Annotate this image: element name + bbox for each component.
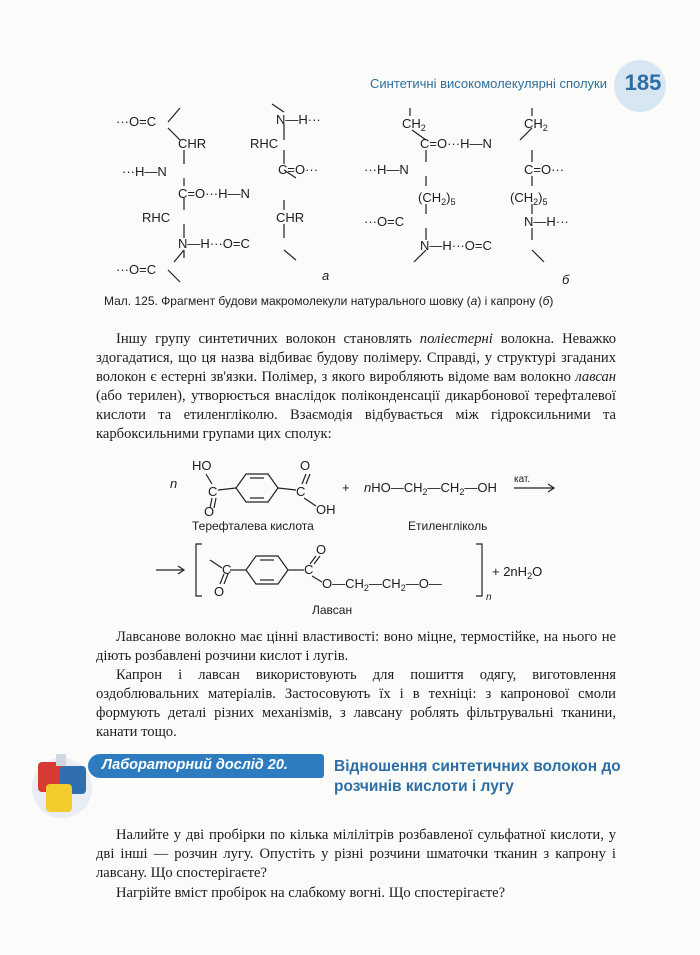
acid-c-right: C — [296, 484, 306, 499]
kapron-chain-right: $(CH_2)_5$ — [510, 190, 548, 207]
acid-oh-right: OH — [316, 502, 336, 517]
acid-o-right: O — [300, 458, 311, 473]
kapron-r2: C=O···H—N — [420, 136, 492, 151]
lavsan-c-right: C — [304, 562, 314, 577]
paragraph-lavsan-properties: Лавсанове волокно має цінні властивості: воно міцне, термостійке, на нього не діють розбавлені розчини кислот і лугів. — [96, 629, 616, 664]
acid-ho-left: HO — [192, 458, 212, 473]
figure-label-a: а — [322, 268, 330, 283]
acid-c-left: C — [208, 484, 218, 499]
kapron-r6: N—H···O=C — [420, 238, 492, 253]
silk-r4: C=O···H—N — [178, 186, 250, 201]
bracket-right — [476, 544, 482, 596]
kapron-ch2-left: $CH_2$ — [402, 116, 426, 133]
glycol-name: Етиленгліколь — [408, 519, 488, 533]
paragraph-heating: Нагрійте вміст пробірок на слабкому вогні. Що спостерігаєте? — [116, 885, 506, 901]
silk-s4: CHR — [276, 210, 305, 225]
plus-sign: + — [342, 480, 350, 495]
reaction-coef-n: n — [170, 476, 178, 491]
kapron-r3: ···H—N — [364, 162, 409, 177]
lavsan-reaction-scheme — [150, 452, 570, 627]
polymer-n: n — [486, 592, 492, 603]
lavsan-c-left: C — [222, 562, 232, 577]
silk-s1: N—H··· — [276, 112, 321, 127]
page-number: 185 — [624, 70, 662, 95]
kapron-r5b: N—H··· — [524, 214, 569, 229]
acid-o-left: O — [204, 504, 215, 519]
silk-structure — [116, 112, 329, 283]
lavsan-chain: $O—CH_2—CH_2—O—$ — [322, 576, 442, 593]
silk-r7: ···O=C — [116, 262, 157, 277]
water-term: + $2nH_2O$ — [492, 564, 543, 581]
kapron-r5: ···O=C — [364, 214, 405, 229]
silk-s3: C=O··· — [278, 162, 319, 177]
paragraph-instructions: Налийте у дві пробірки по кілька мілілітрів розбавленої сульфатної кислоти, у дві інші — розчин лугу. Опустіть у різні розчини шматочки тканин з капрону і лавсану. Що спостерігаєте? — [96, 827, 616, 881]
lavsan-o-right: O — [316, 542, 327, 557]
figure-125-caption: Мал. 125. Фрагмент будови макромолекули натурального шовку (а) і капрону (б) — [104, 294, 554, 308]
silk-r6: N—H···O=C — [178, 236, 250, 251]
lab-beakers-icon — [30, 740, 100, 820]
bracket-left — [196, 544, 202, 596]
silk-r5: RHC — [142, 210, 171, 225]
lavsan-o-left: O — [214, 584, 225, 599]
lab-experiment-label: Лабораторний дослід 20. — [102, 757, 288, 773]
lavsan-name: Лавсан — [312, 603, 353, 617]
silk-r2: CHR — [178, 136, 207, 151]
silk-r3: ···H—N — [122, 164, 167, 179]
silk-r1: ···O=C — [116, 114, 157, 129]
kapron-chain-left: $(CH_2)_5$ — [418, 190, 456, 207]
paragraph-uses: Капрон і лавсан використовують для пошиття одягу, виготовлення оздоблювальних матеріалів. Застосовують їх і в техніці: з капронової смоли формують деталі різних механізмів, з лавсану роблять фільтрувальні тканини, канати тощо. — [96, 667, 616, 740]
paragraph-polyester-intro: Іншу групу синтетичних волокон становлять поліестерні волокна. Неважко здогадатися, що ця назва відбиває будову полімеру. Справді, у структурі згаданих волокон є естерні зв'язки. Полімер, з якого виробляють відоме вам волокно лавсан (або терилен), утворюється внаслідок поліконденсації дикарбонової терефталевої кислоти та етиленгліколю. Взаємодія відбувається між гідроксильними та карбоксильними групами цих сполук: — [96, 331, 616, 442]
kapron-structure — [364, 116, 570, 287]
silk-s2: RHC — [250, 136, 279, 151]
kapron-ch2-right: $CH_2$ — [524, 116, 548, 133]
kapron-r3b: C=O··· — [524, 162, 565, 177]
figure-label-b: б — [562, 272, 570, 287]
lab-experiment-title: Відношення синтетичних волокон до розчинів кислоти і лугу — [334, 758, 621, 795]
catalyst-label: кат. — [514, 474, 531, 485]
acid-name: Терефталева кислота — [192, 519, 314, 533]
figure-125-structures — [100, 100, 620, 290]
running-header: Синтетичні високомолекулярні сполуки — [370, 76, 608, 91]
glycol-formula: $nHO—CH_2—CH_2—OH$ — [364, 480, 497, 497]
